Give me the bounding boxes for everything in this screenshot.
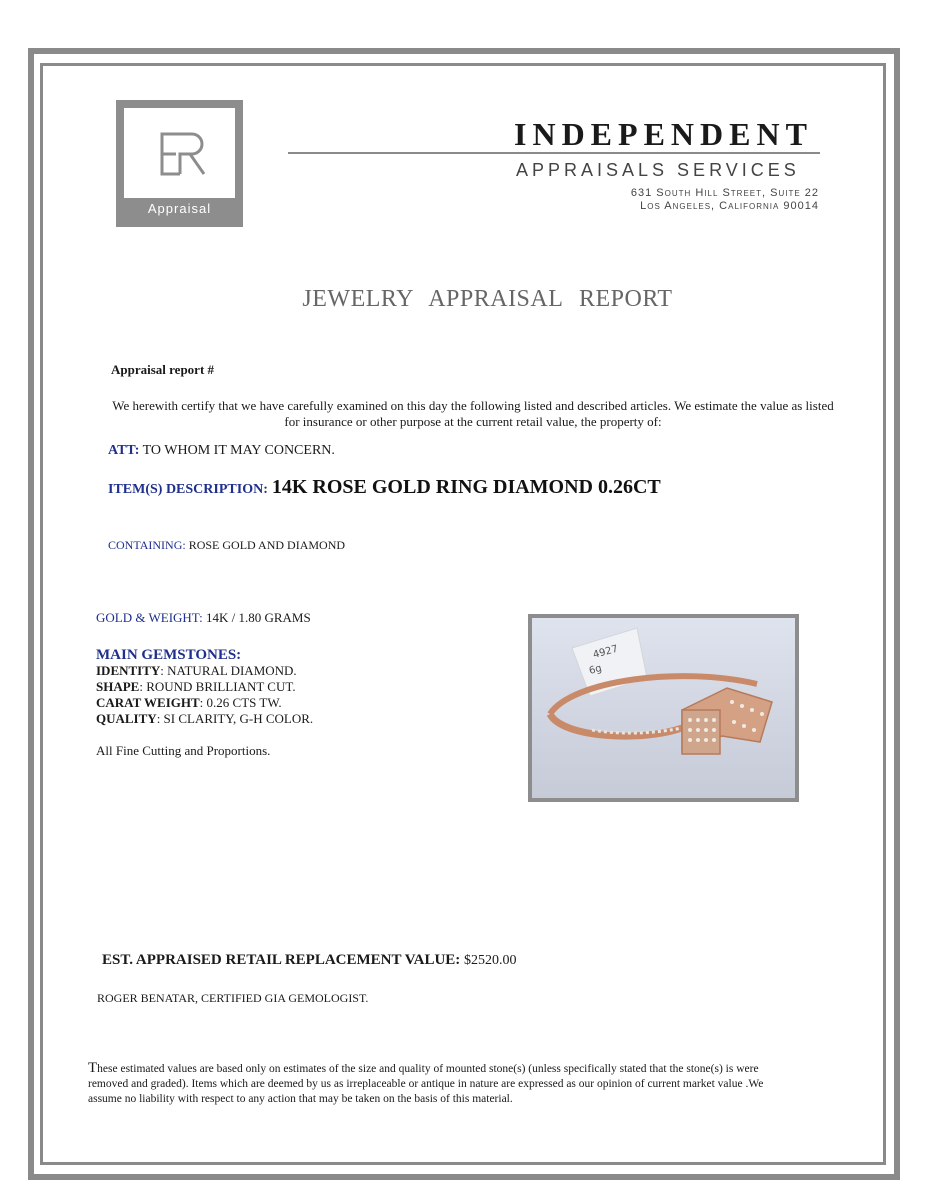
quality-label: QUALITY — [96, 711, 157, 726]
carat-value: : 0.26 CTS TW. — [199, 695, 282, 710]
main-gemstones-heading: MAIN GEMSTONES: — [96, 647, 242, 663]
company-name: INDEPENDENT — [514, 116, 813, 152]
svg-text:6g: 6g — [587, 662, 604, 677]
certification-text: We herewith certify that we have carefully examined on this day the following listed and described articles. We estimate the value as listed for insurance or other purpose at the current retail value, the property of: — [112, 398, 834, 429]
item-description-label: ITEM(S) DESCRIPTION: — [108, 482, 268, 497]
containing-label: CONTAINING: — [108, 538, 186, 552]
fine-cutting-note: All Fine Cutting and Proportions. — [96, 743, 271, 758]
shape-value: : ROUND BRILLIANT CUT. — [139, 679, 296, 694]
address-line-2: Los Angeles, California 90014 — [640, 200, 819, 212]
gold-weight-label: GOLD & WEIGHT: — [96, 610, 203, 625]
carat-line — [96, 695, 313, 711]
item-description-row — [108, 476, 661, 499]
logo — [116, 100, 243, 227]
logo-caption: Appraisal — [147, 201, 212, 216]
appraised-value-amount: $2520.00 — [464, 953, 517, 968]
gold-weight-row — [96, 610, 311, 626]
identity-label: IDENTITY — [96, 663, 161, 678]
att-value: TO WHOM IT MAY CONCERN. — [142, 443, 335, 458]
address-line-1: 631 South Hill Street, Suite 22 — [630, 187, 819, 199]
appraised-value-label: EST. APPRAISED RETAIL REPLACEMENT VALUE: — [102, 952, 461, 968]
company-subtitle: APPRAISALS SERVICES — [516, 160, 800, 180]
att-row — [108, 443, 335, 459]
ring-photo — [528, 614, 799, 802]
report-number-label: Appraisal report # — [111, 362, 215, 377]
header-divider — [288, 152, 820, 154]
att-label: ATT: — [108, 443, 140, 458]
shape-line — [96, 679, 313, 695]
carat-label: CARAT WEIGHT — [96, 695, 200, 710]
identity-value: : NATURAL DIAMOND. — [160, 663, 297, 678]
shape-label: SHAPE — [96, 679, 140, 694]
containing-row — [108, 538, 345, 553]
svg-text:4927: 4927 — [591, 643, 620, 661]
containing-value: ROSE GOLD AND DIAMOND — [188, 538, 346, 552]
er-monogram-icon — [154, 130, 208, 178]
ring-image-icon — [532, 618, 795, 798]
quality-value: : SI CLARITY, G-H COLOR. — [156, 711, 314, 726]
disclaimer-text: These estimated values are based only on estimates of the size and quality of mounted stone(s) (unless specifically stated that the stone(s) is were removed and graded). Items which are deemed by us as irreplaceable or antique in nature are expressed as our opinion of current market value .We assume no liability with respect to any action that may be taken on the basis of this material. — [88, 1060, 764, 1105]
logo-monogram-area — [124, 108, 235, 198]
appraised-value-row — [102, 952, 517, 969]
main-gemstones-block — [96, 647, 313, 727]
report-title: JEWELRY APPRAISAL REPORT — [302, 286, 673, 312]
quality-line — [96, 711, 313, 727]
ring-photo-image — [532, 618, 795, 798]
identity-line — [96, 663, 313, 679]
gold-weight-value: 14K / 1.80 GRAMS — [205, 610, 311, 625]
item-description-value: 14K ROSE GOLD RING DIAMOND 0.26CT — [271, 476, 661, 498]
gemologist-signature-line: ROGER BENATAR, CERTIFIED GIA GEMOLOGIST. — [97, 991, 369, 1005]
